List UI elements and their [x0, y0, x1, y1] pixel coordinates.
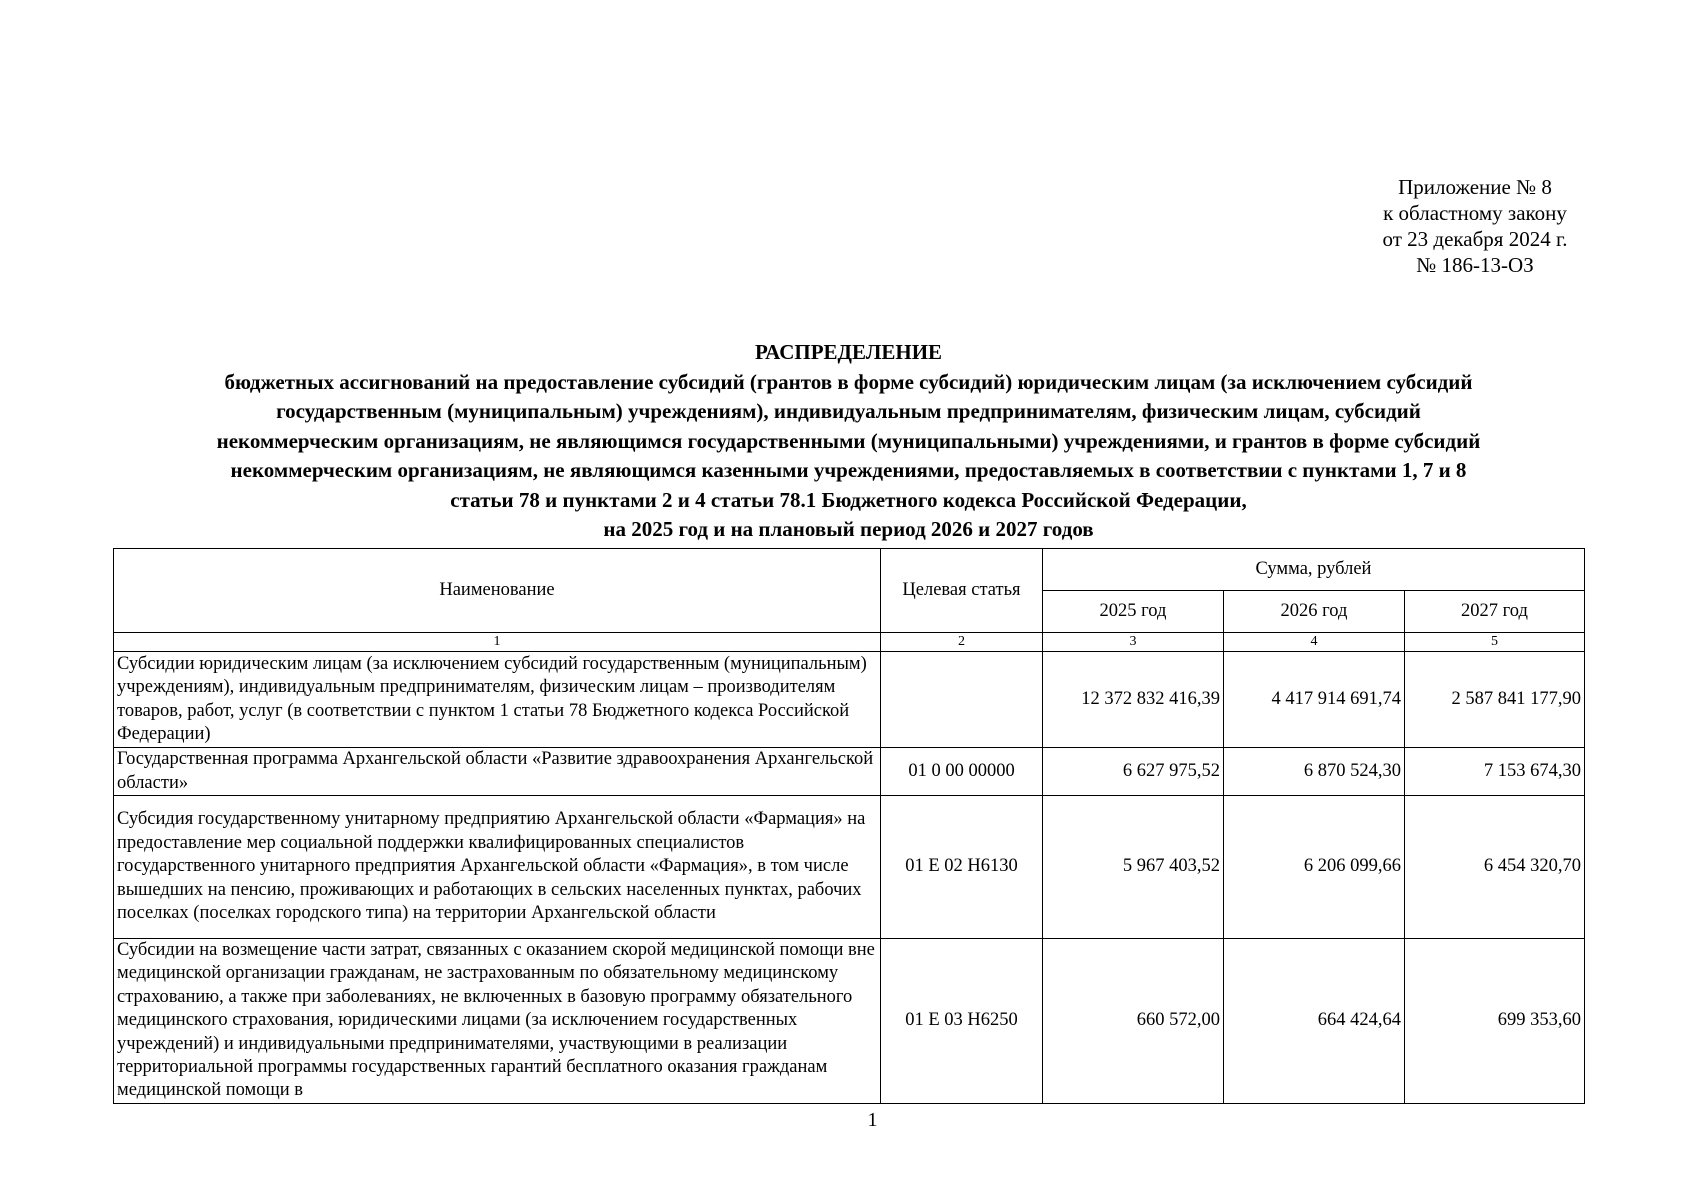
row-code: 01 Е 03 Н6250: [881, 939, 1043, 1104]
header-year-2025: 2025 год: [1043, 591, 1224, 633]
annex-block: [1310, 174, 1640, 278]
header-row: [114, 549, 1585, 591]
row-amount-2026: 6 206 099,66: [1224, 796, 1405, 939]
table-row: [114, 748, 1585, 796]
row-amount-2025: 5 967 403,52: [1043, 796, 1224, 939]
header-code: Целевая статья: [881, 549, 1043, 633]
row-amount-2026: 664 424,64: [1224, 939, 1405, 1104]
column-number: 1: [114, 633, 881, 652]
column-number: 3: [1043, 633, 1224, 652]
title-line: некоммерческим организациям, не являющимся государственными (муниципальными) учреждениями, и грантов в форме субсидий: [216, 428, 1481, 453]
header-name: Наименование: [114, 549, 881, 633]
allocation-table: [113, 548, 1585, 1104]
row-amount-2025: 12 372 832 416,39: [1043, 652, 1224, 748]
column-number: 4: [1224, 633, 1405, 652]
document-title: [100, 338, 1597, 545]
row-amount-2027: 7 153 674,30: [1405, 748, 1585, 796]
page-number: 1: [867, 1109, 878, 1131]
row-amount-2027: 2 587 841 177,90: [1405, 652, 1585, 748]
annex-law-number: № 186-13-ОЗ: [1416, 253, 1534, 277]
title-line: на 2025 год и на плановый период 2026 и 2027 годов: [603, 517, 1094, 541]
row-name: Государственная программа Архангельской области «Развитие здравоохранения Архангельской области»: [114, 748, 881, 796]
row-code: 01 Е 02 Н6130: [881, 796, 1043, 939]
row-amount-2026: 6 870 524,30: [1224, 748, 1405, 796]
table-row: [114, 652, 1585, 748]
row-amount-2026: 4 417 914 691,74: [1224, 652, 1405, 748]
annex-number: Приложение № 8: [1398, 175, 1552, 199]
table-row: [114, 796, 1585, 939]
title-line: государственным (муниципальным) учреждениям), индивидуальным предпринимателям, физическим лицам, субсидий: [276, 399, 1421, 423]
header-year-2027: 2027 год: [1405, 591, 1585, 633]
title-heading: РАСПРЕДЕЛЕНИЕ: [754, 340, 943, 364]
annex-date: от 23 декабря 2024 г.: [1382, 227, 1568, 251]
title-line: некоммерческим организациям, не являющимся казенными учреждениями, предоставляемых в соответствии с пунктами 1, 7 и 8: [230, 458, 1467, 482]
header-sum: Сумма, рублей: [1043, 549, 1585, 591]
row-name: Субсидии на возмещение части затрат, связанных с оказанием скорой медицинской помощи вне медицинской организации гражданам, не застрахованным по обязательному медицинскому страхованию, а также при заболеваниях, не включенных в базовую программу обязательного медицинского страхования, юридическими лицами (за исключением государственных учреждений) и индивидуальными предпринимателями, участвующими в реализации территориальной программы государственных гарантий бесплатного оказания гражданам медицинской помощи в: [114, 939, 881, 1104]
row-amount-2027: 699 353,60: [1405, 939, 1585, 1104]
column-number: 5: [1405, 633, 1585, 652]
column-number-row: [114, 633, 1585, 652]
row-amount-2025: 6 627 975,52: [1043, 748, 1224, 796]
table-row: [114, 939, 1585, 1104]
row-name: Субсидия государственному унитарному предприятию Архангельской области «Фармация» на предоставление мер социальной поддержки квалифицированных специалистов государственного унитарного предприятия Архангельской области «Фармация», в том числе вышедших на пенсию, проживающих и работающих в сельских населенных пунктах, рабочих поселках (поселках городского типа) на территории Архангельской области: [114, 796, 881, 939]
annex-law-ref: к областному закону: [1383, 201, 1567, 225]
row-amount-2025: 660 572,00: [1043, 939, 1224, 1104]
row-name: Субсидии юридическим лицам (за исключением субсидий государственным (муниципальным) учреждениям), индивидуальным предпринимателям, физическим лицам – производителям товаров, работ, услуг (в соответствии с пунктом 1 статьи 78 Бюджетного кодекса Российской Федерации): [114, 652, 881, 748]
title-line: бюджетных ассигнований на предоставление субсидий (грантов в форме субсидий) юридическим лицам (за исключением субсидий: [224, 369, 1473, 394]
row-amount-2027: 6 454 320,70: [1405, 796, 1585, 939]
column-number: 2: [881, 633, 1043, 652]
row-code: 01 0 00 00000: [881, 748, 1043, 796]
row-code: [881, 652, 1043, 748]
title-line: статьи 78 и пунктами 2 и 4 статьи 78.1 Бюджетного кодекса Российской Федерации,: [450, 487, 1247, 512]
header-year-2026: 2026 год: [1224, 591, 1405, 633]
